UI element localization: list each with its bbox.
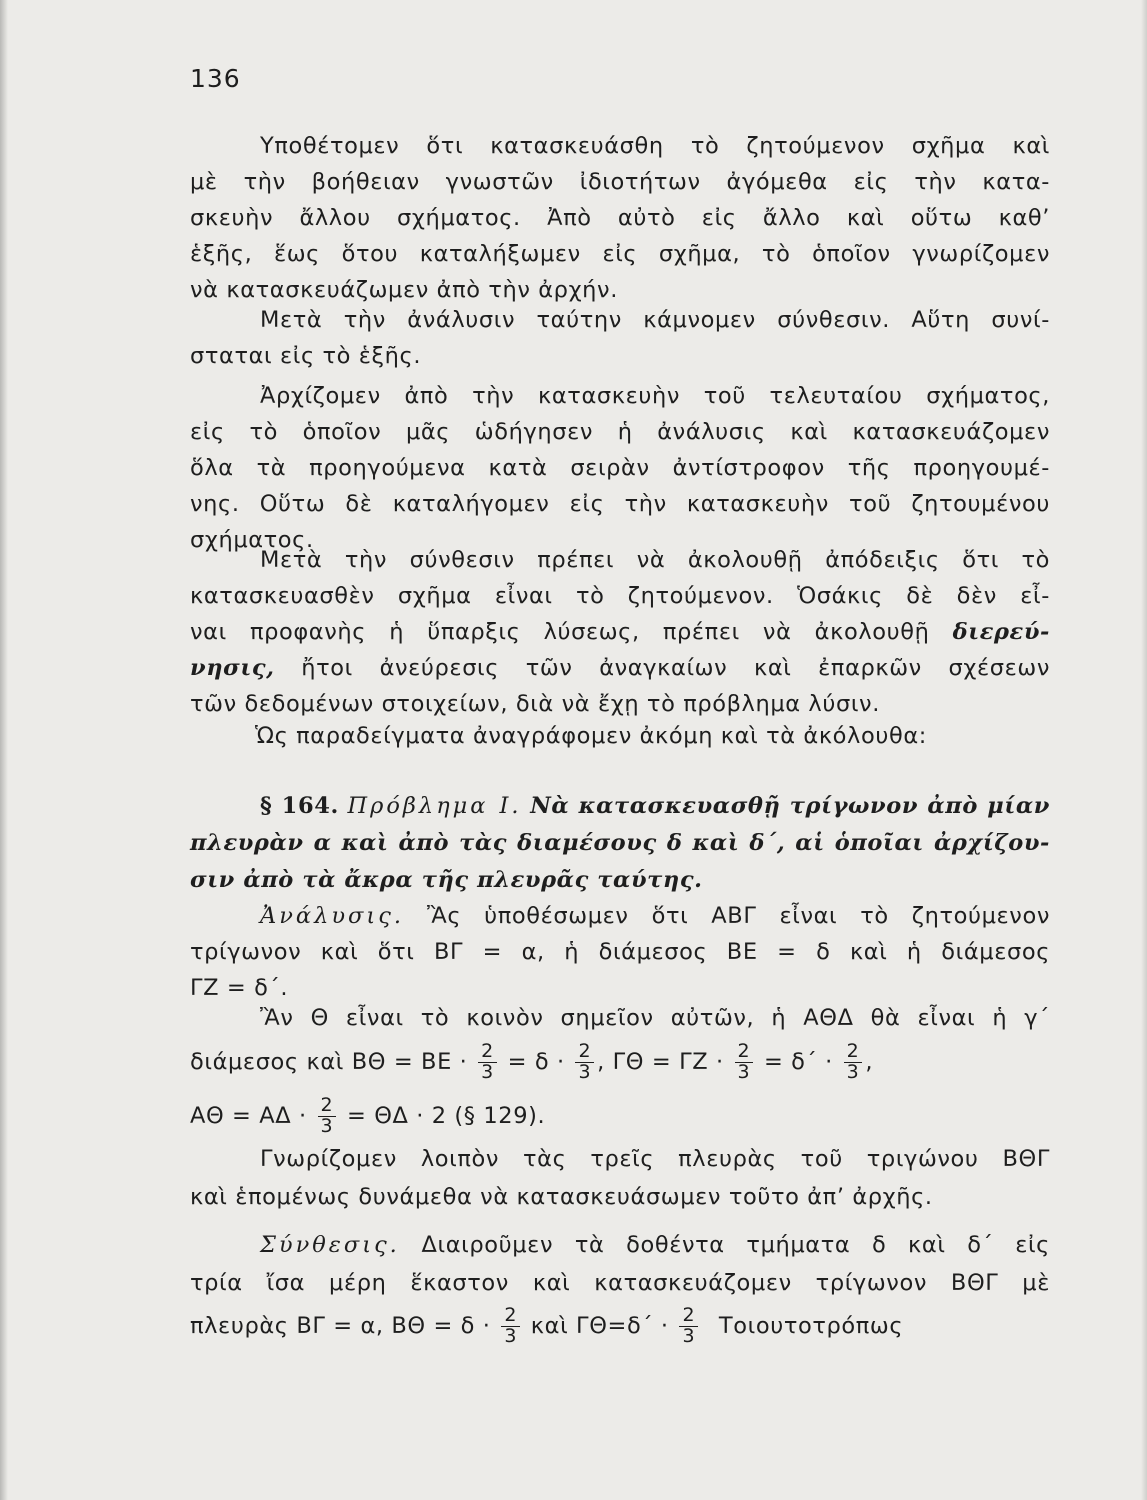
fraction-denominator: 3 [737,1061,751,1083]
analysis-label: Ἀνάλυσις. [260,903,404,929]
fraction-numerator: 2 [501,1306,520,1327]
text-fragment: ΑΘ = ΑΔ · [190,1103,307,1129]
emphasis-term: διερεύ- [952,619,1050,645]
text-line [190,614,1050,650]
text-line: κατασκευασθὲν σχῆμα εἶναι τὸ ζητούμενον. Ὁσάκις δὲ δὲν εἶ- [190,583,1050,609]
text-fragment: ναι προφανὴς ἡ ὕπαρξις λύσεως, πρέπει νὰ ἀκολουθῇ [190,619,930,645]
fraction-numerator: 2 [318,1096,337,1117]
text-line: σχήματος. [190,527,314,553]
text-line [190,1226,1050,1264]
text-fragment: διάμεσος καὶ ΒΘ = ΒΕ · [190,1049,468,1075]
fraction [501,1306,520,1347]
paragraph-analysis [190,898,1050,1006]
text-fragment: = ΘΔ · 2 (§ 129). [346,1103,546,1129]
fraction-denominator: 3 [682,1325,696,1347]
fraction [478,1042,497,1083]
fraction-denominator: 3 [481,1061,494,1083]
text-line: τρίγωνον καὶ ὅτι ΒΓ = α, ἡ διάμεσος ΒΕ = δ καὶ ἡ διάμεσος [190,939,1050,965]
emphasis-term: νησις, [190,655,275,681]
text-line: Ἀρχίζομεν ἀπὸ τὴν κατασκευὴν τοῦ τελευταίου σχήματος, [260,383,1050,409]
fraction-numerator: 2 [478,1042,497,1063]
equation-line [190,1300,1050,1352]
fraction [735,1042,754,1083]
text-fragment: , [865,1049,874,1075]
section-number: § 164. [260,793,339,819]
text-fragment: Διαιροῦμεν τὰ δοθέντα τμήματα δ καὶ δ΄ εἰς [421,1232,1050,1258]
text-line: Γνωρίζομεν λοιπὸν τὰς τρεῖς πλευρὰς τοῦ τριγώνου ΒΘΓ [260,1146,1050,1172]
text-line: τῶν δεδομένων στοιχείων, διὰ νὰ ἔχῃ τὸ πρόβλημα λύσιν. [190,691,880,717]
text-line: ὅλα τὰ προηγούμενα κατὰ σειρὰν ἀντίστροφον τῆς προηγουμέ- [190,455,1050,481]
text-line [190,788,1050,825]
paragraph-construction [190,378,1050,558]
paragraph-known [190,1140,1050,1216]
paragraph-synthesis [190,1226,1050,1302]
equation-line [190,1090,1050,1142]
text-line: πλευρὰν α καὶ ἀπὸ τὰς διαμέσους δ καὶ δ΄, αἱ ὁποῖαι ἀρχίζου- [190,830,1050,856]
paragraph-intro [190,128,1050,308]
text-line: τρία ἴσα μέρη ἕκαστον καὶ κατασκευάζομεν τρίγωνον ΒΘΓ μὲ [190,1270,1050,1296]
fraction-denominator: 3 [504,1325,518,1347]
problem-label: Πρόβλημα Ι. [347,793,522,819]
text-line: ἑξῆς, ἕως ὅτου καταλήξωμεν εἰς σχῆμα, τὸ ὁποῖον γνωρίζομεν [190,241,1050,267]
fraction-numerator: 2 [735,1042,754,1063]
problem-text: Νὰ κατασκευασθῇ τρίγωνον ἀπὸ μίαν [530,793,1050,819]
synthesis-label: Σύνθεσις. [260,1232,400,1258]
text-line: σιν ἀπὸ τὰ ἄκρα τῆς πλευρᾶς ταύτης. [190,867,703,893]
text-line: καὶ ἑπομένως δυνάμεθα νὰ κατασκευάσωμεν τοῦτο ἀπ’ ἀρχῆς. [190,1184,933,1210]
text-fragment: Τοιουτοτρόπως [718,1313,904,1339]
scan-shadow-left [0,0,8,1500]
text-line: Υποθέτομεν ὅτι κατασκευάσθη τὸ ζητούμενον σχῆμα καὶ [260,133,1050,159]
fraction [844,1042,863,1083]
fraction-numerator: 2 [844,1042,863,1063]
text-line: Μετὰ τὴν ἀνάλυσιν ταύτην κάμνομεν σύνθεσιν. Αὕτη συνί- [260,307,1050,333]
text-fragment: = δ΄ · [763,1049,833,1075]
paragraph-centroid [190,1000,1050,1036]
text-line: νης. Οὕτω δὲ καταλήγομεν εἰς τὴν κατασκευὴν τοῦ ζητουμένου [190,491,1050,517]
fraction-denominator: 3 [320,1115,334,1137]
fraction-denominator: 3 [578,1061,592,1083]
text-fragment: Ἂς ὑποθέσωμεν ὅτι ΑΒΓ εἶναι τὸ ζητούμενον [427,903,1050,929]
problem-statement [190,788,1050,899]
page-number: 136 [190,64,241,93]
fraction-numerator: 2 [575,1042,594,1063]
paragraph-examples [190,718,1050,754]
fraction [318,1096,337,1137]
text-line [190,650,1050,686]
text-line: Ἂν Θ εἶναι τὸ κοινὸν σημεῖον αὐτῶν, ἡ ΑΘΔ θὰ εἶναι ἡ γ΄ [260,1005,1050,1031]
text-fragment: , ΓΘ = ΓΖ · [597,1049,724,1075]
text-fragment: καὶ ΓΘ=δ΄ · [530,1313,669,1339]
fraction-denominator: 3 [846,1061,860,1083]
text-line: μὲ τὴν βοήθειαν γνωστῶν ἰδιοτήτων ἀγόμεθα εἰς τὴν κατα- [190,169,1050,195]
text-line: ΓΖ = δ΄. [190,975,289,1001]
text-fragment: πλευρὰς ΒΓ = α, ΒΘ = δ · [190,1313,491,1339]
text-line: Μετὰ τὴν σύνθεσιν πρέπει νὰ ἀκολουθῇ ἀπόδειξις ὅτι τὸ [260,547,1050,573]
text-line: Ὡς παραδείγματα ἀναγράφομεν ἀκόμη καὶ τὰ ἀκόλουθα: [255,723,927,749]
text-fragment: ἤτοι ἀνεύρεσις τῶν ἀναγκαίων καὶ ἐπαρκῶν σχέσεων [301,655,1050,681]
paragraph-synthesis-intro [190,302,1050,374]
text-line: νὰ κατασκευάζωμεν ἀπὸ τὴν ἀρχήν. [190,277,618,303]
text-line [190,898,1050,934]
equation-line [190,1036,1050,1088]
fraction [575,1042,594,1083]
scan-shadow-right [1141,0,1147,1500]
fraction-numerator: 2 [679,1306,698,1327]
text-line: σταται εἰς τὸ ἑξῆς. [190,343,422,369]
fraction [679,1306,698,1347]
text-line: σκευὴν ἄλλου σχήματος. Ἀπὸ αὐτὸ εἰς ἄλλο καὶ οὕτω καθ’ [190,205,1050,231]
text-fragment: = δ · [507,1049,565,1075]
paragraph-proof [190,542,1050,722]
text-line: εἰς τὸ ὁποῖον μᾶς ὡδήγησεν ἡ ἀνάλυσις καὶ κατασκευάζομεν [190,419,1050,445]
